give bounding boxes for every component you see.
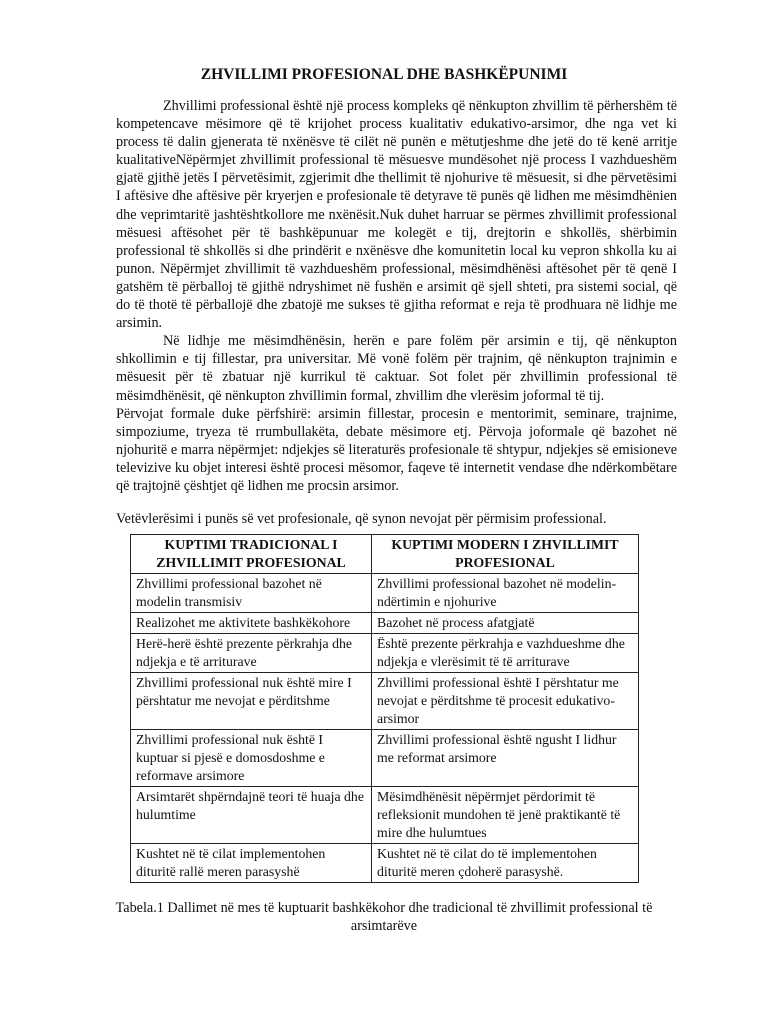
page-title: ZHVILLIMI PROFESIONAL DHE BASHKËPUNIMI <box>200 66 568 83</box>
cell-traditional: Zhvillimi professional nuk është I kuptuar si pjesë e domosdoshme e reformave arsimore <box>131 730 372 787</box>
cell-modern: Mësimdhënësit nëpërmjet përdorimit të refleksionit mundohen të jenë praktikantë të mire dhe hulumtues <box>372 787 639 844</box>
body-text <box>116 97 677 495</box>
table-row <box>131 574 639 613</box>
table-header-row <box>131 535 639 574</box>
table-row <box>131 787 639 844</box>
cell-traditional: Zhvillimi professional nuk është mire I përshtatur me nevojat e përditshme <box>131 673 372 730</box>
cell-modern: Zhvillimi professional bazohet në modelin-ndërtimin e njohurive <box>372 574 639 613</box>
cell-modern: Është prezente përkrahja e vazhdueshme dhe ndjekja e vlerësimit të të arriturave <box>372 634 639 673</box>
paragraph: Zhvillimi professional është një process kompleks që nënkupton zhvillim të përhershëm të kompetencave mësimore që të krijohet process kualitativ edukativo-arsimor, dhe nga vet ki process të dalin gjenerata të nxënësve të cilët në punën e mëtutjeshme dhe jetë do të kenë arritje kualitativeNëpërmjet zhvillimit professional të mësuesve mundësohet një process I vazhdueshëm gjatë gjithë jetës I përvetësimit, zgjerimit dhe thellimit të njohurive të mësuesit, si dhe përvetësimi I aftësive dhe aftësive për kryerjen e profesionale të detyrave të punës që lidhen me mësimdhënien dhe veprimtaritë jashtështkollore me nxënësit.Nuk duhet harruar se përmes zhvillimit professional mësuesi aftësohet për të bashkëpunuar me kolegët e tij, drejtorin e shkollës, shërbimin professional të shkollës si dhe prindërit e nxënësve dhe komunitetin local ku vepron shkolla ku ai punon. Nëpërmjet zhvillimit të vazhdueshëm professional, mësimdhënësi aftësohet për të qenë I gatshëm të përballoj të gjithë ndryshimet në fushën e arsimit që sjell shteti, pra sistemi social, që do të thotë të përballojë dhe zbatojë me sukses të gjitha reformat e reja të prodhuara në lidhje me arsimin. <box>116 98 677 332</box>
table-row <box>131 730 639 787</box>
cell-modern: Kushtet në të cilat do të implementohen dituritë meren çdoherë parasyshë. <box>372 844 639 883</box>
header-traditional: KUPTIMI TRADICIONAL I ZHVILLIMIT PROFESIONAL <box>131 535 372 574</box>
table-row <box>131 844 639 883</box>
paragraph: Përvojat formale duke përfshirë: arsimin fillestar, procesin e mentorimit, seminare, trajnime, simpoziume, tryeza të rrumbullakëta, debate mësimore etj. Përvoja joformale që bazohet në njohuritë e marra nëpërmjet: ndjekjes së literaturës profesionale të shtypur, ndjekjes së emisioneve televizive ku objet interesi është procesi mësomor, faqeve të internetit vendase dhe ndërkombëtare që trajtojnë çështjet që lidhen me procsin arsimor. <box>116 405 677 494</box>
cell-modern: Zhvillimi professional është ngusht I lidhur me reformat arsimore <box>372 730 639 787</box>
cell-modern: Zhvillimi professional është I përshtatur me nevojat e përditshme të procesit edukativo-arsimor <box>372 673 639 730</box>
table-caption: Tabela.1 Dallimet në mes të kuptuarit bashkëkohor dhe tradicional të zhvillimit professional të arsimtarëve <box>115 900 653 934</box>
table-row <box>131 673 639 730</box>
cell-modern: Bazohet në process afatgjatë <box>372 613 639 634</box>
cell-traditional: Arsimtarët shpërndajnë teori të huaja dhe hulumtime <box>131 787 372 844</box>
comparison-table <box>130 534 639 883</box>
cell-traditional: Zhvillimi professional bazohet në modelin transmisiv <box>131 574 372 613</box>
cell-traditional: Herë-herë është prezente përkrahja dhe ndjekja e të arriturave <box>131 634 372 673</box>
cell-traditional: Realizohet me aktivitete bashkëkohore <box>131 613 372 634</box>
header-modern: KUPTIMI MODERN I ZHVILLIMIT PROFESIONAL <box>372 535 639 574</box>
table-intro: Vetëvlerësimi i punës së vet profesionale, që synon nevojat për përmisim professional. <box>116 511 607 527</box>
table-row <box>131 634 639 673</box>
paragraph: Në lidhje me mësimdhënësin, herën e pare folëm për arsimin e tij, që nënkupton shkollimin e tij fillestar, pra universitar. Më vonë folëm për trajnim, që nënkupton trajnimin e mësuesit për të zbatuar një kurrikul të caktuar. Sot folet për zhvillimin professional të mësimdhënësit, që nënkupton zhvillimin formal, zhvillim dhe vlerësim joformal të tij. <box>116 333 677 404</box>
cell-traditional: Kushtet në të cilat implementohen dituritë rallë meren parasyshë <box>131 844 372 883</box>
table-row <box>131 613 639 634</box>
